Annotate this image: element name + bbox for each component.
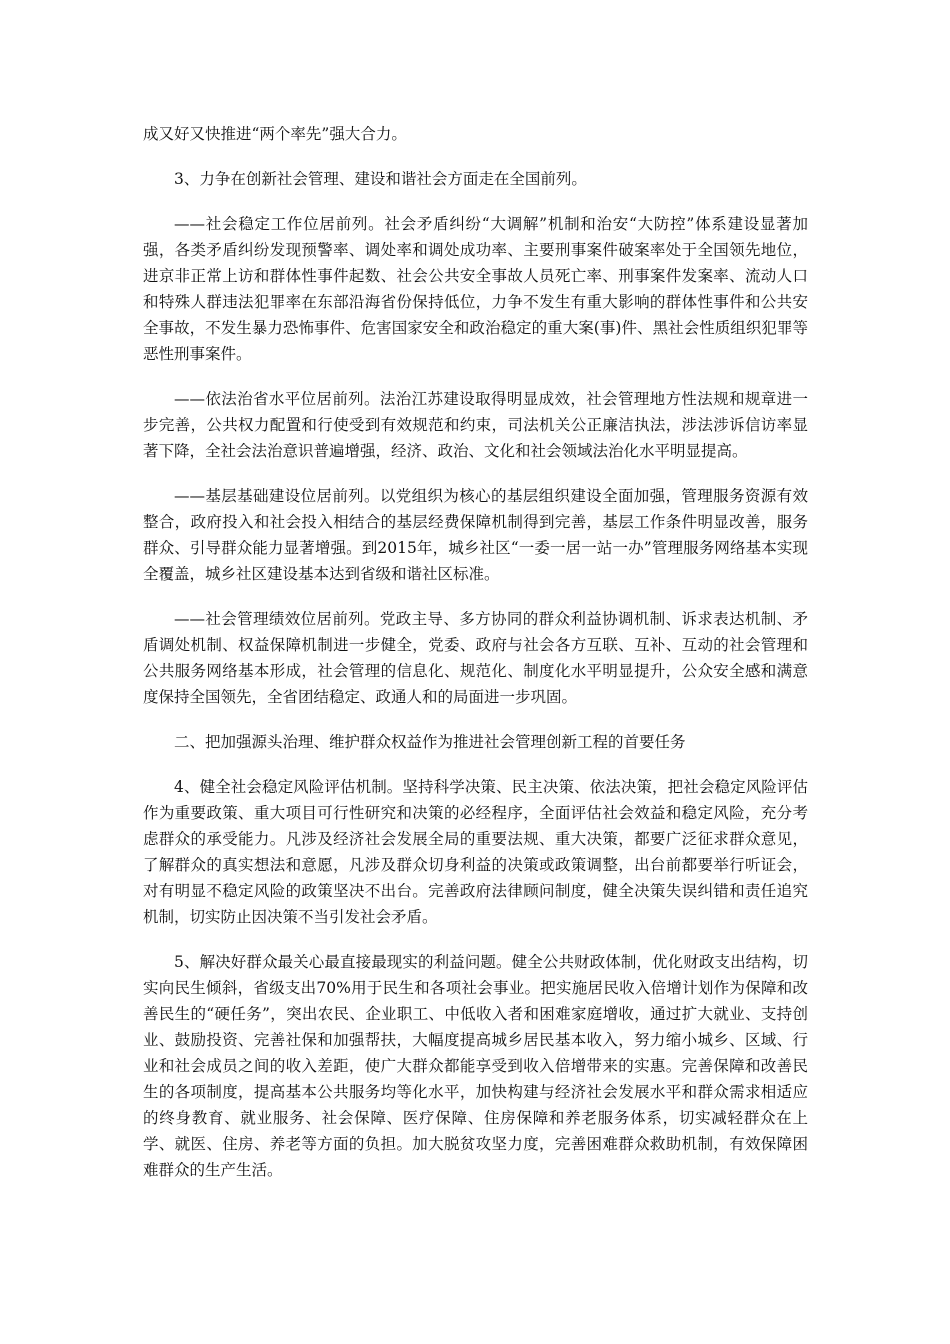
paragraph-management-performance: ——社会管理绩效位居前列。党政主导、多方协同的群众利益协调机制、诉求表达机制、矛盾调处机制、权益保障机制进一步健全，党委、政府与社会各方互联、互补、互动的社会管理和公共服务网络基本形成，社会管理的信息化、规范化、制度化水平明显提升，公众安全感和满意度保持全国领先，全省团结稳定、政通人和的局面进一步巩固。 [143,610,808,706]
paragraph-continuation: 成又好又快推进“两个率先”强大合力。 [143,125,407,143]
paragraph-item-5: 5、解决好群众最关心最直接最现实的利益问题。健全公共财政体制，优化财政支出结构，切实向民生倾斜，省级支出70%用于民生和各项社会事业。把实施居民收入倍增计划作为保障和改善民生的“硬任务”，突出农民、企业职工、中低收入者和困难家庭增收，通过扩大就业、支持创业、鼓励投资、完善社保和加强帮扶，大幅度提高城乡居民基本收入，努力缩小城乡、区域、行业和社会成员之间的收入差距，使广大群众都能享受到收入倍增带来的实惠。完善保障和改善民生的各项制度，提高基本公共服务均等化水平，加快构建与经济社会发展水平和群众需求相适应的终身教育、就业服务、社会保障、医疗保障、住房保障和养老服务体系，切实减轻群众在上学、就医、住房、养老等方面的负担。加大脱贫攻坚力度，完善困难群众救助机制，有效保障困难群众的生产生活。 [143,953,808,1179]
paragraph-item-4: 4、健全社会稳定风险评估机制。坚持科学决策、民主决策、依法决策，把社会稳定风险评估作为重要政策、重大项目可行性研究和决策的必经程序，全面评估社会效益和稳定风险，充分考虑群众的承受能力。凡涉及经济社会发展全局的重要法规、重大决策，都要广泛征求群众意见，了解群众的真实想法和意愿，凡涉及群众切身利益的决策或政策调整，出台前都要举行听证会，对有明显不稳定风险的政策坚决不出台。完善政府法律顾问制度，健全决策失误纠错和责任追究机制，切实防止因决策不当引发社会矛盾。 [143,778,808,926]
document-body [143,121,808,1202]
paragraph-rule-of-law: ——依法治省水平位居前列。法治江苏建设取得明显成效，社会管理地方性法规和规章进一步完善，公共权力配置和行使受到有效规范和约束，司法机关公正廉洁执法，涉法涉诉信访率显著下降，全社会法治意识普遍增强，经济、政治、文化和社会领域法治化水平明显提高。 [143,390,808,460]
section-heading-3: 3、力争在创新社会管理、建设和谐社会方面走在全国前列。 [174,170,587,188]
section-heading-2: 二、把加强源头治理、维护群众权益作为推进社会管理创新工程的首要任务 [174,733,686,751]
paragraph-grassroots: ——基层基础建设位居前列。以党组织为核心的基层组织建设全面加强，管理服务资源有效整合，政府投入和社会投入相结合的基层经费保障机制得到完善，基层工作条件明显改善，服务群众、引导群众能力显著增强。到2015年，城乡社区“一委一居一站一办”管理服务网络基本实现全覆盖，城乡社区建设基本达到省级和谐社区标准。 [143,487,808,583]
paragraph-social-stability: ——社会稳定工作位居前列。社会矛盾纠纷“大调解”机制和治安“大防控”体系建设显著加强，各类矛盾纠纷发现预警率、调处率和调处成功率、主要刑事案件破案率处于全国领先地位，进京非正常上访和群体性事件起数、社会公共安全事故人员死亡率、刑事案件发案率、流动人口和特殊人群违法犯罪率在东部沿海省份保持低位，力争不发生有重大影响的群体性事件和公共安全事故，不发生暴力恐怖事件、危害国家安全和政治稳定的重大案(事)件、黑社会性质组织犯罪等恶性刑事案件。 [143,215,808,363]
